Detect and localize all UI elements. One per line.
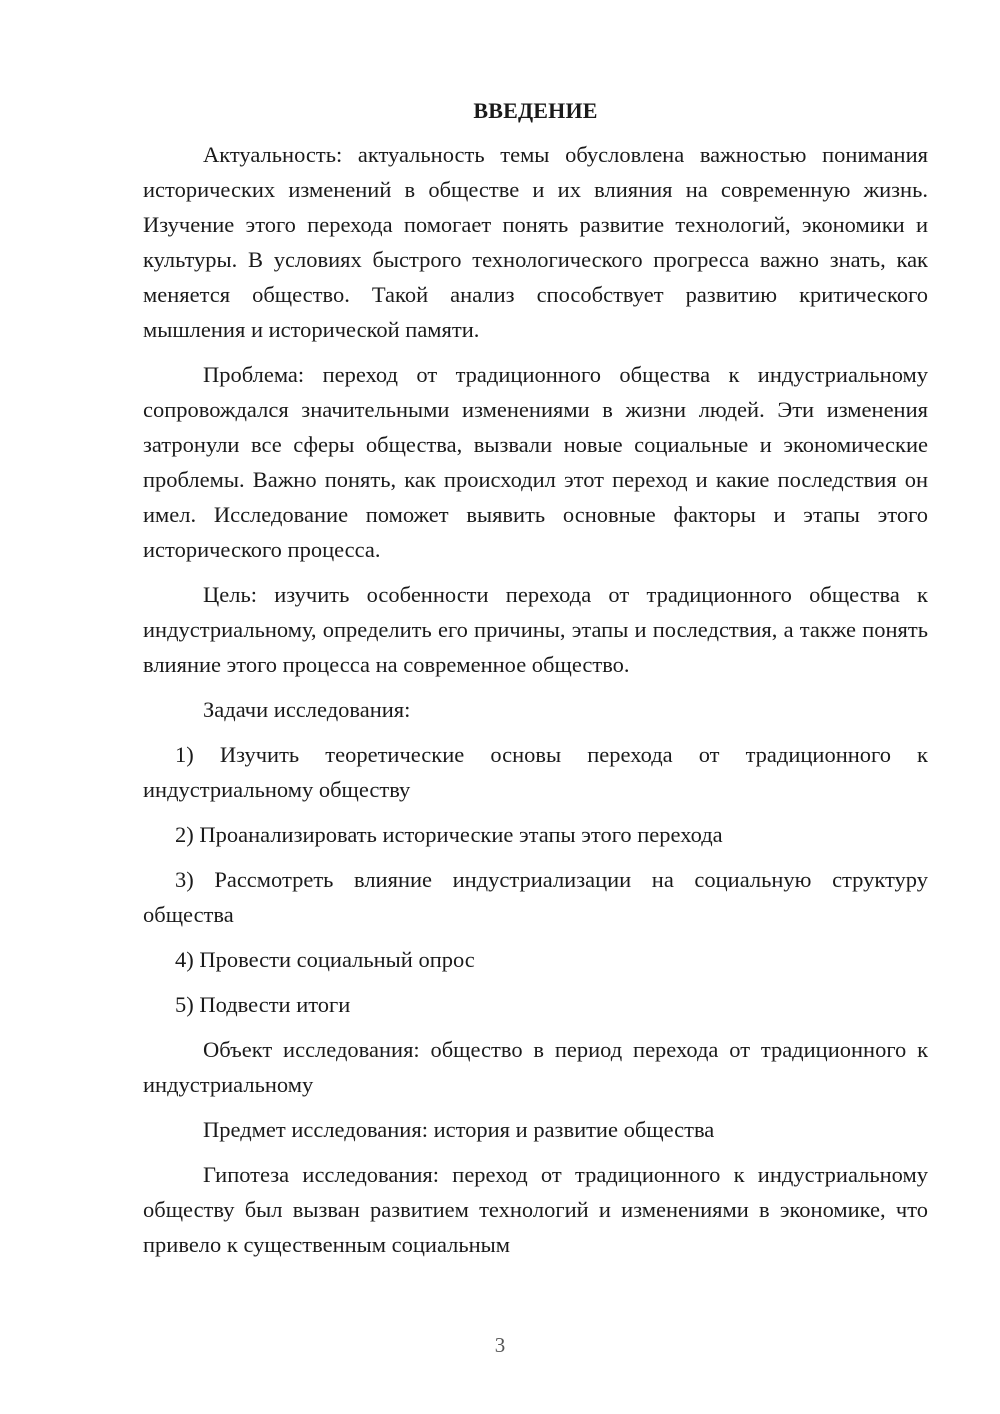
task-item: 3) Рассмотреть влияние индустриализации на социальную структуру общества — [143, 867, 928, 927]
task-item: 1) Изучить теоретические основы перехода от традиционного к индустриальному обществу — [143, 742, 928, 802]
page-number: 3 — [494, 1333, 506, 1357]
paragraph-object: Объект исследования: общество в период перехода от традиционного к индустриальному — [143, 1037, 928, 1097]
paragraph-goal: Цель: изучить особенности перехода от традиционного общества к индустриальному, определить его причины, этапы и последствия, а также понять влияние этого процесса на современное общество. — [143, 582, 928, 677]
task-item: 5) Подвести итоги — [175, 992, 351, 1017]
paragraph-hypothesis: Гипотеза исследования: переход от традиционного к индустриальному обществу был вызван развитием технологий и изменениями в экономике, что привело к существенным социальным — [143, 1162, 928, 1257]
task-item: 4) Провести социальный опрос — [175, 947, 475, 972]
paragraph-tasks-heading: Задачи исследования: — [203, 697, 411, 722]
section-title: ВВЕДЕНИЕ — [473, 98, 598, 123]
task-item: 2) Проанализировать исторические этапы этого перехода — [175, 822, 723, 847]
document-page — [143, 96, 928, 1272]
paragraph-subject: Предмет исследования: история и развитие общества — [203, 1117, 715, 1142]
paragraph-relevance: Актуальность: актуальность темы обусловлена важностью понимания исторических изменений в обществе и их влияния на современную жизнь. Изучение этого перехода помогает понять развитие технологий, экономики и культуры. В условиях быстрого технологического прогресса важно знать, как меняется общество. Такой анализ способствует развитию критического мышления и исторической памяти. — [143, 142, 928, 342]
paragraph-problem: Проблема: переход от традиционного общества к индустриальному сопровождался значительными изменениями в жизни людей. Эти изменения затронули все сферы общества, вызвали новые социальные и экономические проблемы. Важно понять, как происходил этот переход и какие последствия он имел. Исследование поможет выявить основные факторы и этапы этого исторического процесса. — [143, 362, 928, 562]
